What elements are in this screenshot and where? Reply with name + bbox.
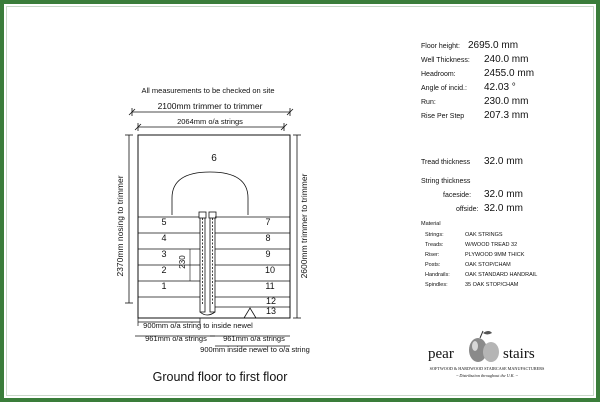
logo-name-right: stairs (503, 346, 535, 362)
material-label: Strings: (425, 232, 444, 238)
material-label: Handrails: (425, 272, 450, 278)
tread-label: 13 (265, 306, 277, 316)
pear-icon (469, 331, 499, 362)
tread-label: 7 (265, 217, 271, 227)
spec-value: 2455.0 mm (484, 68, 535, 79)
logo-tagline: ~ Distribution throughout the U.K. ~ (456, 373, 518, 378)
spec-label: Floor height: (421, 43, 460, 50)
left-flight (138, 217, 200, 297)
material-value: OAK STOP/CHAM (465, 262, 511, 268)
material-label: Riser: (425, 252, 440, 258)
material-value: OAK STRINGS (465, 232, 503, 238)
spec-label: Run: (421, 99, 436, 106)
dimension-label: 961mm o/a strings (145, 334, 207, 343)
newel-label: 230 (178, 255, 187, 269)
dimension-label: 961mm o/a strings (223, 334, 285, 343)
tread-label: 3 (161, 249, 167, 259)
spec-value: 2695.0 mm (468, 40, 519, 51)
material-value: PLYWOOD 9MM THICK (465, 252, 525, 258)
center-strings (199, 212, 216, 315)
trimmer-width-label: 2100mm trimmer to trimmer (157, 101, 263, 111)
logo-tagline: SOFTWOOD & HARDWOOD STAIRCASE MANUFACTURERS (429, 366, 545, 371)
logo-name-left: pear (428, 346, 454, 362)
spec-value: 240.0 mm (484, 54, 529, 65)
material-label: Posts: (425, 262, 441, 268)
left-vertical-dimension (125, 135, 133, 303)
left-vertical-label: 2370mm nosing to trimmer (115, 175, 125, 277)
tread-label: 9 (265, 249, 271, 259)
tread-label: 4 (161, 233, 167, 243)
offside-value: 32.0 mm (484, 203, 523, 214)
material-title: Material (421, 221, 441, 227)
faceside-label: faceside: (443, 192, 472, 199)
spec-value: 230.0 mm (484, 96, 529, 107)
spec-value: 42.03 ° (484, 82, 516, 93)
spec-label: Headroom: (421, 71, 456, 78)
tread-label: 11 (265, 281, 275, 291)
tread-label: 10 (264, 265, 276, 275)
tread-label: 8 (265, 233, 271, 243)
landing-number: 6 (211, 153, 217, 164)
spec-value: 207.3 mm (484, 110, 529, 121)
pear-stairs-logo (428, 331, 545, 378)
material-label: Spindles: (425, 282, 448, 288)
dimension-label: 900mm o/a string to inside newel (143, 321, 253, 330)
spec-label: Rise Per Step (421, 113, 465, 120)
spec-label: Angle of incid.: (421, 85, 467, 92)
thickness-table (421, 156, 523, 214)
material-value: 35 OAK STOP/CHAM (465, 282, 519, 288)
material-value: W/WOOD TREAD 32 (465, 242, 518, 248)
tread-label: 1 (161, 281, 167, 291)
right-vertical-label: 2600mm trimmer to trimmer (299, 173, 309, 279)
faceside-value: 32.0 mm (484, 189, 523, 200)
up-arrow-icon (244, 308, 256, 318)
tread-thickness-value: 32.0 mm (484, 156, 523, 167)
strings-width-label: 2064mm o/a strings (177, 117, 243, 126)
dimension-label: 900mm inside newel to o/a string (200, 345, 310, 354)
check-note: All measurements to be checked on site (141, 86, 275, 95)
right-flight (215, 217, 290, 307)
string-thickness-label: String thickness (421, 178, 471, 185)
tread-thickness-label: Tread thickness (421, 159, 471, 166)
tread-label: 2 (161, 265, 167, 275)
offside-label: offside: (456, 206, 479, 213)
material-value: OAK STANDARD HANDRAIL (465, 272, 538, 278)
material-label: Treads: (425, 242, 444, 248)
spec-table (421, 40, 534, 121)
tread-label: 5 (161, 217, 167, 227)
drawing-caption: Ground floor to first floor (152, 370, 288, 384)
material-table (421, 221, 537, 288)
tread-label: 12 (265, 296, 277, 306)
spec-label: Well Thickness: (421, 57, 470, 64)
landing-arch (172, 172, 248, 215)
